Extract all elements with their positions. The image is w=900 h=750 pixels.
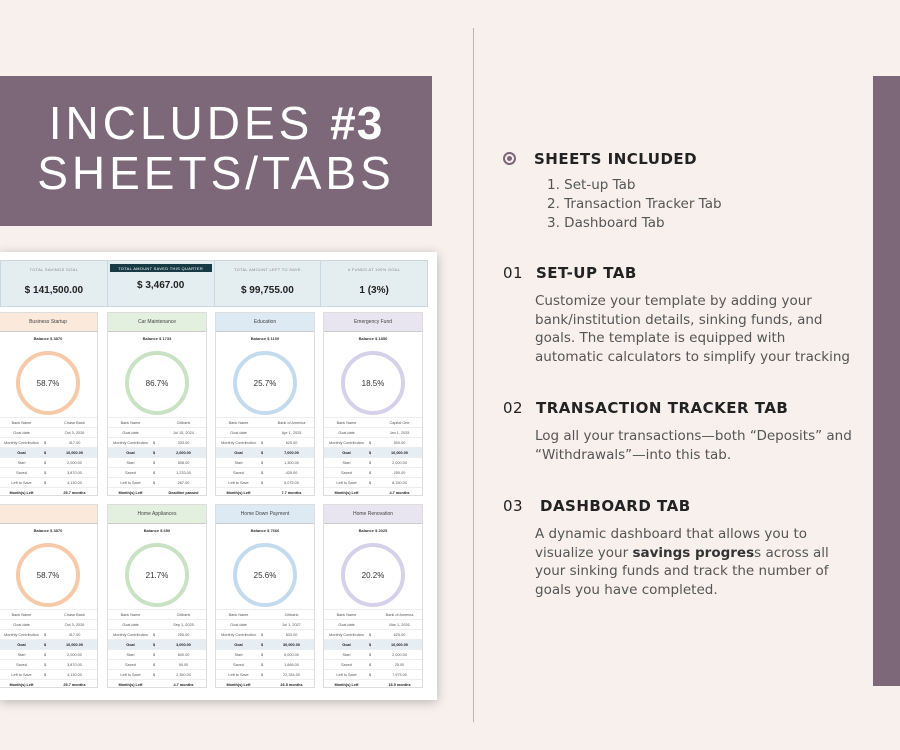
table-row: Goal $ 10,000.00 <box>324 639 422 649</box>
table-row: Saved $ 3,870.00 <box>0 659 97 669</box>
title-banner <box>0 76 432 226</box>
fund-balance: Balance $ 3870 <box>33 336 63 341</box>
list-item: 2. Transaction Tracker Tab <box>547 196 722 212</box>
progress-percent: 20.2% <box>361 570 385 580</box>
fund-card-title: Car Maintenance <box>108 313 206 332</box>
table-row: Goal date Jul 1, 2027 <box>216 619 314 629</box>
table-row: Left to Save $ 267.00 <box>108 477 206 487</box>
fund-details <box>324 417 422 496</box>
fund-details <box>0 609 97 688</box>
fund-card-title: Emergency Fund <box>324 313 422 332</box>
table-row: Month(s) Left 4.7 months <box>108 679 206 688</box>
table-row: Left to Save $ 4,130.00 <box>0 477 97 487</box>
section-number: 02 <box>503 399 524 417</box>
section-title: DASHBOARD TAB <box>540 497 691 515</box>
fund-details <box>216 417 314 496</box>
progress-ring <box>341 543 405 607</box>
table-row: Saved $ 3,870.00 <box>0 467 97 477</box>
banner-number: #3 <box>330 97 384 149</box>
vertical-divider <box>473 28 474 722</box>
sheets-included-section <box>503 150 853 233</box>
fund-card <box>0 312 98 496</box>
progress-ring <box>125 543 189 607</box>
fund-balance: Balance $ 2025 <box>358 528 388 533</box>
table-row: Start $ 508.00 <box>108 457 206 467</box>
table-row: Bank Name Capital One <box>324 417 422 427</box>
table-row: Bank Name Bank of America <box>216 417 314 427</box>
fund-balance: Balance $ 3870 <box>33 528 63 533</box>
section-title: TRANSACTION TRACKER TAB <box>536 399 789 417</box>
fund-card-title: Home Appliances <box>108 505 206 524</box>
fund-card-title: Business Startup <box>0 313 97 332</box>
banner-line-1: INCLUDES #3 <box>48 97 384 149</box>
progress-ring <box>233 351 297 415</box>
table-row: Saved $ 1,233.00 <box>108 467 206 477</box>
table-row: Monthly Contribution $ 625.00 <box>216 437 314 447</box>
sheets-list <box>503 176 853 233</box>
table-row: Saved $ 50.00 <box>108 659 206 669</box>
summary-total-goal: TOTAL SAVINGS GOAL $ 141,500.00 <box>1 261 108 306</box>
progress-ring <box>16 543 80 607</box>
fund-card <box>107 504 207 688</box>
table-row: Goal date Oct 3, 2026 <box>0 619 97 629</box>
table-row: Monthly Contribution $ 333.00 <box>108 437 206 447</box>
table-row: Left to Save $ 4,130.00 <box>0 669 97 679</box>
section-number: 01 <box>503 264 524 282</box>
table-row: Month(s) Left 25.7 months <box>0 679 97 688</box>
table-row: Month(s) Left 4.7 months <box>324 487 422 496</box>
table-row: Month(s) Left 25.7 months <box>0 487 97 496</box>
fund-card <box>215 312 315 496</box>
table-row: Start $ 2,000.00 <box>0 457 97 467</box>
table-row: Bank Name Citibank <box>216 609 314 619</box>
summary-left-to-save: TOTAL AMOUNT LEFT TO SAVE $ 99,755.00 <box>215 261 322 306</box>
table-row: Monthly Contribution $ 250.00 <box>108 629 206 639</box>
table-row: Month(s) Left 26.5 months <box>216 679 314 688</box>
table-row: Monthly Contribution $ 500.00 <box>324 437 422 447</box>
table-row: Saved $ 25.00 <box>324 659 422 669</box>
progress-percent: 58.7% <box>36 570 60 580</box>
section-title: SET-UP TAB <box>536 264 637 282</box>
list-item: 1. Set-up Tab <box>547 177 636 193</box>
table-row: Goal date Sep 1, 2025 <box>108 619 206 629</box>
fund-balance: Balance $ 650 <box>143 528 171 533</box>
table-row: Goal $ 2,000.00 <box>108 447 206 457</box>
progress-ring <box>16 351 80 415</box>
progress-percent: 25.7% <box>253 378 277 388</box>
table-row: Start $ 2,000.00 <box>0 649 97 659</box>
table-row: Month(s) Left Deadline passed <box>108 487 206 496</box>
table-row: Left to Save $ 22,334.00 <box>216 669 314 679</box>
target-icon <box>503 152 516 165</box>
table-row: Monthly Contribution $ 625.00 <box>324 629 422 639</box>
table-row: Goal date Mar 1, 2026 <box>324 619 422 629</box>
table-row: Saved $ 250.00 <box>324 467 422 477</box>
fund-card <box>323 312 423 496</box>
progress-percent: 18.5% <box>361 378 385 388</box>
fund-card <box>215 504 315 688</box>
table-row: Left to Save $ 2,350.00 <box>108 669 206 679</box>
progress-percent: 58.7% <box>36 378 60 388</box>
table-row: Goal date Apr 1, 2025 <box>216 427 314 437</box>
table-row: Goal date Jul 15, 2024 <box>108 427 206 437</box>
dashboard-screenshot <box>0 252 437 700</box>
progress-ring <box>233 543 297 607</box>
banner-line-2: SHEETS/TABS <box>37 147 395 199</box>
fund-card-title <box>0 505 97 524</box>
table-row: Month(s) Left 18.5 months <box>324 679 422 688</box>
fund-card <box>323 504 423 688</box>
table-row: Goal $ 10,000.00 <box>0 447 97 457</box>
fund-balance: Balance $ 1100 <box>250 336 280 341</box>
table-row: Left to Save $ 5,075.00 <box>216 477 314 487</box>
table-row: Bank Name Citibank <box>108 609 206 619</box>
table-row: Goal $ 3,000.00 <box>108 639 206 649</box>
progress-percent: 86.7% <box>145 378 169 388</box>
section-text: Customize your template by adding your bank/institution details, sinking funds, and goals. The template is equipped with automatic calculators to simplify your tracking <box>535 293 850 365</box>
right-accent-bar <box>873 76 900 686</box>
fund-card <box>107 312 207 496</box>
table-row: Monthly Contribution $ 833.00 <box>216 629 314 639</box>
fund-details <box>216 609 314 688</box>
fund-details <box>324 609 422 688</box>
table-row: Monthly Contribution $ 417.00 <box>0 437 97 447</box>
table-row: Month(s) Left 7.7 months <box>216 487 314 496</box>
section-text: Log all your transactions—both “Deposits” and “Withdrawals”—into this tab. <box>535 428 852 463</box>
table-row: Bank Name Chase Bank <box>0 609 97 619</box>
fund-details <box>0 417 97 496</box>
list-item: 3. Dashboard Tab <box>547 215 665 231</box>
table-row: Goal $ 10,000.00 <box>324 447 422 457</box>
section-text: A dynamic dashboard that allows you to visualize your savings progress across all your sinking funds and track the number of goals you have completed. <box>535 526 829 598</box>
fund-card-title: Home Down Payment <box>216 505 314 524</box>
transaction-tab-section <box>503 399 853 464</box>
fund-details <box>108 609 206 688</box>
table-row: Left to Save $ 8,150.00 <box>324 477 422 487</box>
dashboard-tab-section <box>503 497 853 599</box>
sheets-included-title: SHEETS INCLUDED <box>534 150 698 168</box>
table-row: Saved $ 1,666.00 <box>216 659 314 669</box>
setup-tab-section <box>503 264 853 366</box>
table-row: Monthly Contribution $ 417.00 <box>0 629 97 639</box>
table-row: Left to Save $ 7,975.00 <box>324 669 422 679</box>
summary-saved-quarter: TOTAL AMOUNT SAVED THIS QUARTER $ 3,467.00 <box>108 261 215 306</box>
summary-row <box>0 260 428 307</box>
table-row: Bank Name Citibank <box>108 417 206 427</box>
table-row: Goal date Jan 1, 2025 <box>324 427 422 437</box>
table-row: Saved $ 425.00 <box>216 467 314 477</box>
table-row: Goal $ 30,000.00 <box>216 639 314 649</box>
table-row: Start $ 1,300.00 <box>216 457 314 467</box>
table-row: Goal date Oct 3, 2026 <box>0 427 97 437</box>
progress-ring <box>125 351 189 415</box>
table-row: Start $ 2,000.00 <box>324 649 422 659</box>
progress-ring <box>341 351 405 415</box>
fund-balance: Balance $ 1850 <box>358 336 388 341</box>
fund-balance: Balance $ 1733 <box>142 336 172 341</box>
table-row: Bank Name Chase Bank <box>0 417 97 427</box>
progress-percent: 25.6% <box>253 570 277 580</box>
fund-balance: Balance $ 7666 <box>250 528 280 533</box>
table-row: Start $ 6,000.00 <box>216 649 314 659</box>
section-number: 03 <box>503 497 524 515</box>
table-row: Goal $ 10,000.00 <box>0 639 97 649</box>
table-row: Bank Name Bank of America <box>324 609 422 619</box>
fund-card-title: Education <box>216 313 314 332</box>
table-row: Start $ 600.00 <box>108 649 206 659</box>
progress-percent: 21.7% <box>145 570 169 580</box>
table-row: Goal $ 7,000.00 <box>216 447 314 457</box>
fund-details <box>108 417 206 496</box>
summary-funds-at-goal: # FUNDS AT 100% GOAL 1 (3%) <box>347 267 401 296</box>
fund-card <box>0 504 98 688</box>
table-row: Start $ 2,000.00 <box>324 457 422 467</box>
fund-card-title: Home Renovation <box>324 505 422 524</box>
